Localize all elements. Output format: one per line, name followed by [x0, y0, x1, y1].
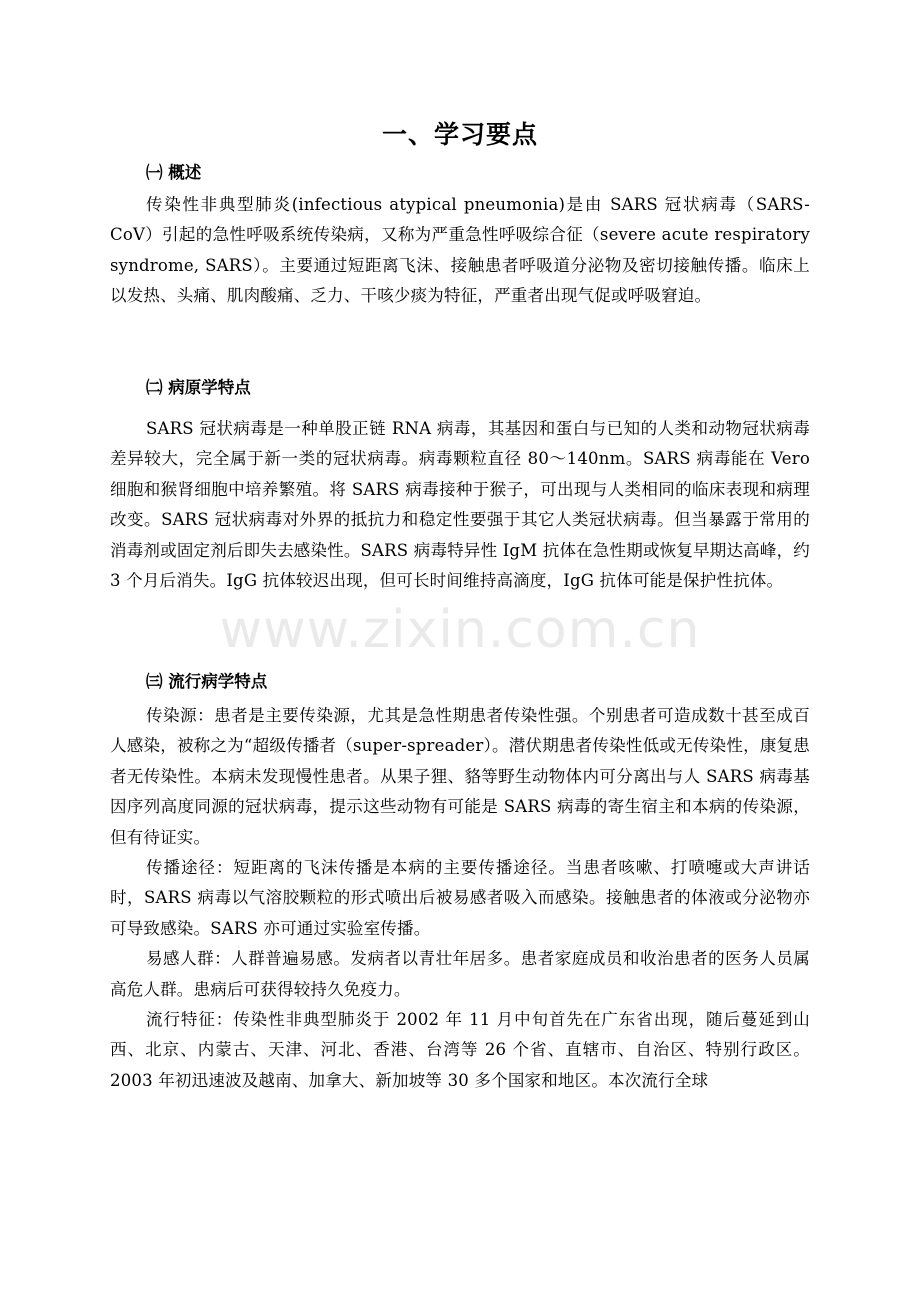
section-heading: ㈡ 病原学特点 — [146, 378, 251, 397]
paragraph: 传染源：患者是主要传染源，尤其是急性期患者传染性强。个别患者可造成数十甚至成百人感染，被称之为“超级传播者（super-spreader）。潜伏期患者传染性低或无传染性，康复患者无传染性。本病未发现慢性患者。从果子狸、貉等野生动物体内可分离出与人 SARS 病毒基因序列高度同源的冠状病毒，提示这些动物有可能是 SARS 病毒的寄生宿主和本病的传染源，但有待证实。 — [110, 706, 810, 847]
section-overview — [110, 160, 810, 312]
paragraph: SARS 冠状病毒是一种单股正链 RNA 病毒，其基因和蛋白与已知的人类和动物冠状病毒差异较大，完全属于新一类的冠状病毒。病毒颗粒直径 80～140nm。SARS 病毒能在 Vero 细胞和猴肾细胞中培养繁殖。将 SARS 病毒接种于猴子，可出现与人类相同的临床表现和病理改变。SARS 冠状病毒对外界的抵抗力和稳定性要强于其它人类冠状病毒。但当暴露于常用的消毒剂或固定剂后即失去感染性。SARS 病毒特异性 IgM 抗体在急性期或恢复早期达高峰，约 3 个月后消失。IgG 抗体较迟出现，但可长时间维持高滴度，IgG 抗体可能是保护性抗体。 — [110, 419, 810, 591]
page-title: 一、学习要点 — [381, 120, 538, 149]
paragraph: 易感人群：人群普遍易感。发病者以青壮年居多。患者家庭成员和收治患者的医务人员属高危人群。患病后可获得较持久免疫力。 — [110, 949, 810, 999]
section-heading: ㈢ 流行病学特点 — [146, 672, 268, 691]
paragraph: 传播途径：短距离的飞沫传播是本病的主要传播途径。当患者咳嗽、打喷嚏或大声讲话时，SARS 病毒以气溶胶颗粒的形式喷出后被易感者吸入而感染。接触患者的体液或分泌物亦可导致感染。SARS 亦可通过实验室传播。 — [110, 858, 810, 938]
paragraph: 传染性非典型肺炎(infectious atypical pneumonia)是由 SARS 冠状病毒（SARS-CoV）引起的急性呼吸系统传染病，又称为严重急性呼吸综合征（severe acute respiratory syndrome, SARS）。主要通过短距离飞沫、接触患者呼吸道分泌物及密切接触传播。临床上以发热、头痛、肌肉酸痛、乏力、干咳少痰为特征，严重者出现气促或呼吸窘迫。 — [110, 195, 810, 306]
section-heading: ㈠ 概述 — [146, 163, 202, 182]
section-epidemiology — [110, 669, 810, 1096]
watermark: www.zixin.com.cn — [219, 600, 701, 660]
paragraph: 流行特征：传染性非典型肺炎于 2002 年 11 月中旬首先在广东省出现，随后蔓延到山西、北京、内蒙古、天津、河北、香港、台湾等 26 个省、直辖市、自治区、特别行政区。2003 年初迅速波及越南、加拿大、新加坡等 30 多个国家和地区。本次流行全球 — [110, 1010, 810, 1090]
section-etiology — [110, 375, 810, 596]
